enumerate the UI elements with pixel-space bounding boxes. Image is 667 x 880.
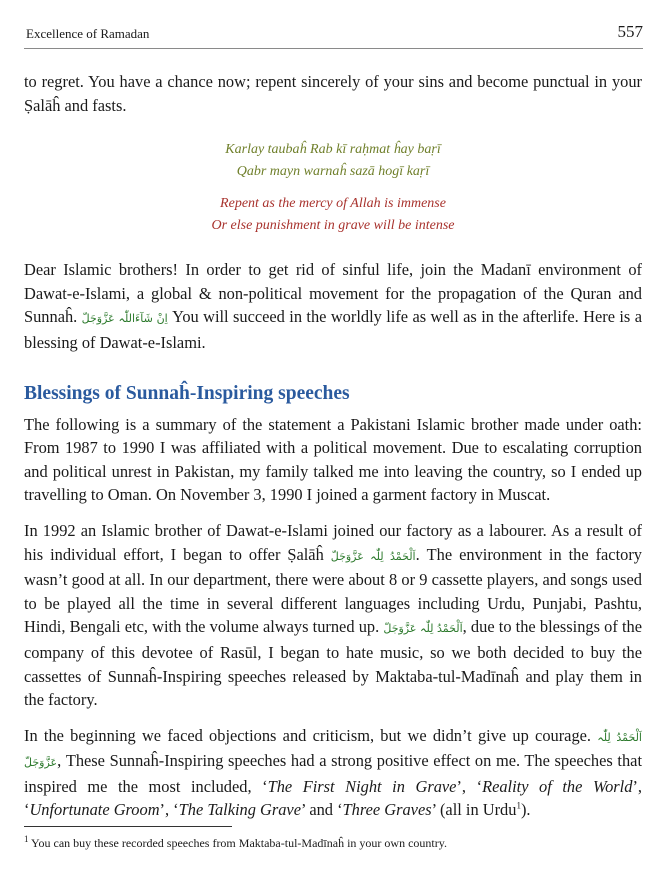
running-title: Excellence of Ramadan	[26, 26, 150, 41]
speech-title-1: The First Night in Grave	[267, 776, 457, 796]
poem-translation-2: Or else punishment in grave will be intense	[211, 218, 455, 234]
poem-block	[24, 139, 642, 237]
speech-title-2: Reality of the World	[482, 776, 633, 796]
speech-title-3: Unfortunate Groom	[29, 800, 160, 820]
paragraph-2	[24, 258, 642, 354]
paragraph-4-text-a: In 1992 an Islamic brother of Dawat-e-Islami joined our factory as a labourer. As a result of his individual effort, I began to offer Ṣalāĥ	[24, 520, 642, 564]
footnote-text: You can buy these recorded speeches from Maktaba-tul-Madīnaĥ in your own country.	[28, 836, 447, 850]
footnote-mark: 1	[24, 834, 29, 844]
section-heading: Blessings of Sunnaĥ-Inspiring speeches	[24, 382, 350, 404]
paragraph-5-text-c: ’ (all in Urdu	[431, 800, 517, 820]
speech-title-4: The Talking Grave	[178, 800, 301, 820]
separator: ’ and ‘	[300, 800, 343, 820]
paragraph-2-text-b: You will succeed in the worldly life as well as in the afterlife. Here is a blessing of Dawat-e-Islami.	[24, 307, 642, 352]
paragraph-2-text-a: Dear Islamic brothers! In order to get rid of sinful life, join the Madanī environment of Dawat-e-Islami, a global & non-political movement for the propagation of the Quran and Sunnaĥ.	[24, 260, 642, 327]
footnote-divider	[24, 826, 232, 827]
footnote-reference[interactable]: 1	[516, 801, 521, 811]
page-header	[24, 22, 643, 49]
page-body	[24, 70, 642, 822]
arabic-phrase: اَلْحَمْدُ لِلّٰہ عَزَّوَجَلّ	[24, 730, 642, 770]
paragraph-4	[24, 519, 642, 712]
arabic-phrase: اَلْحَمْدُ لِلّٰہ عَزَّوَجَلّ	[330, 549, 416, 563]
separator: ’, ‘	[456, 776, 483, 796]
page-number: 557	[617, 22, 643, 41]
paragraph-3: The following is a summary of the statement a Pakistani Islamic brother made under oath: From 1987 to 1990 I was affiliated with a political movement. Due to escalating corruption and political unrest in Pakistan, my family talked me into leaving the country, so I ended up travelling to Oman. On November 3, 1990 I joined a garment factory in Muscat.	[24, 414, 642, 505]
paragraph-4-text-b: . The environment in the factory wasn’t good at all. In our department, there were about 8 or 9 cassette players, and songs used to be played all the time in several different languages including Urdu, Punjabi, Pashtu, Hindi, Bengali etc, with the volume always turned up.	[24, 544, 642, 637]
poem-line-1: Karlay taubaĥ Rab kī raḥmat ĥay baṛī	[225, 142, 441, 158]
footnote	[24, 835, 447, 851]
speech-title-5: Three Graves	[342, 800, 432, 820]
paragraph-5-text-b: , These Sunnaĥ-Inspiring speeches had a strong positive effect on me. The speeches that inspired me the most included, ‘	[24, 751, 642, 796]
paragraph-5-text-a: In the beginning we faced objections and criticism, but we didn’t give up courage.	[24, 725, 598, 745]
arabic-phrase: اِنْ شَآءَاللّٰہ عَزَّوَجَلّ	[81, 312, 168, 326]
separator: ’, ‘	[24, 776, 642, 820]
poem-translation-1: Repent as the mercy of Allah is immense	[220, 196, 446, 212]
paragraph-5-text-d: ).	[520, 800, 531, 820]
separator: ’, ‘	[159, 800, 179, 820]
paragraph-1: to regret. You have a chance now; repent sincerely of your sins and become punctual in your Ṣalāĥ and fasts.	[24, 72, 642, 115]
poem-line-2: Qabr mayn warnaĥ sazā hogī kaṛī	[236, 164, 430, 180]
paragraph-4-text-c: , due to the blessings of the company of this devotee of Rasūl, I began to hate music, so we both decided to buy the cassettes of Sunnaĥ-Inspiring speeches released by Maktaba-tul-Madīnaĥ and play them in the factory.	[24, 617, 642, 710]
arabic-phrase: اَلْحَمْدُ لِلّٰہ عَزَّوَجَلّ	[383, 622, 463, 636]
paragraph-5	[24, 724, 642, 822]
